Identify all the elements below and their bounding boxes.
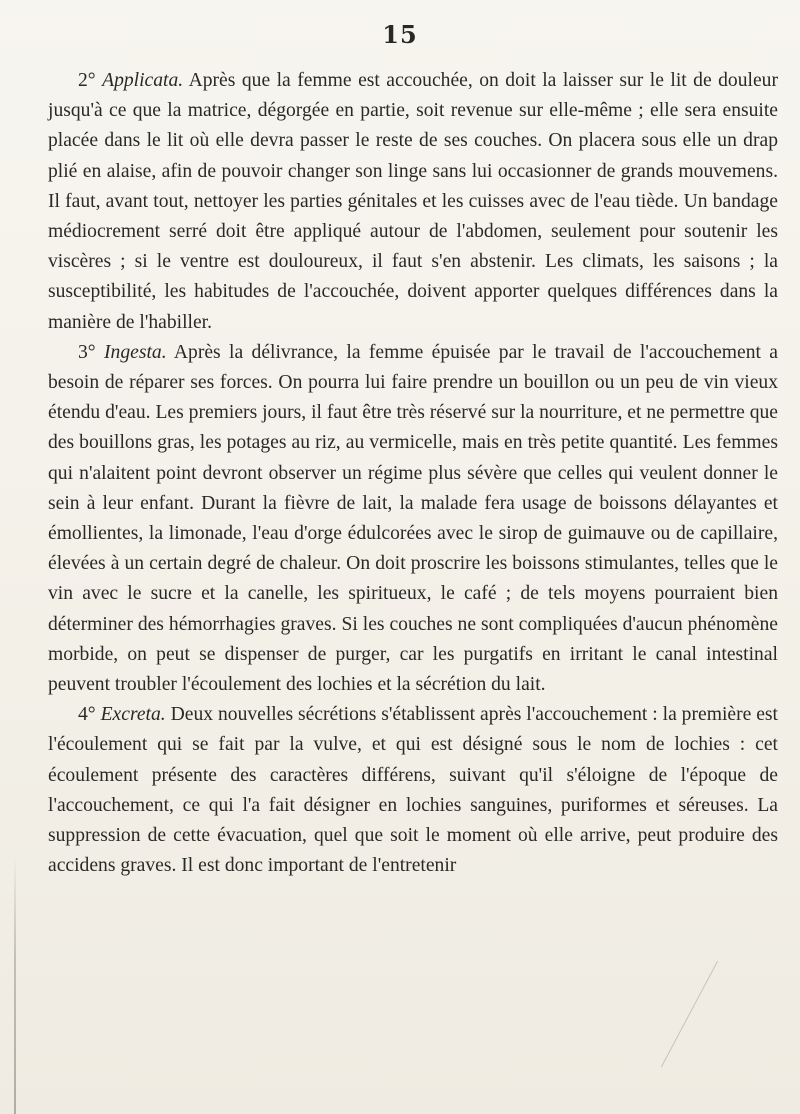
- page-number: 15: [382, 20, 418, 49]
- section-number: 2°: [78, 70, 96, 91]
- margin-shadow: [14, 854, 16, 1114]
- section-title: Ingesta.: [104, 341, 167, 363]
- section-number: 3°: [78, 341, 96, 363]
- paragraph-applicata: [48, 66, 778, 338]
- paragraph-body: Après que la femme est accouchée, on doit la laisser sur le lit de douleur jusqu'à ce que la matrice, dégorgée en partie, soit revenue sur elle-même ; elle sera ensuite placée dans le lit où elle devra passer le reste de ses couches. On placera sous elle un drap plié en alaise, afin de pouvoir changer son linge sans lui occasionner de grands mouvemens. Il faut, avant tout, nettoyer les parties génitales et les cuisses avec de l'eau tiède. Un bandage médiocrement serré doit être appliqué autour de l'abdomen, seulement pour soutenir les viscères ; si le ventre est douloureux, il faut s'en abstenir. Les climats, les saisons ; la susceptibilité, les habitudes de l'accouchée, doivent apporter quelques différences dans la manière de l'habiller.: [48, 70, 778, 333]
- paragraph-excreta: [48, 700, 778, 881]
- paragraph-body: Après la délivrance, la femme épuisée par le travail de l'accouchement a besoin de réparer ses forces. On pourra lui faire prendre un bouillon ou un peu de vin vieux étendu d'eau. Les premiers jours, il faut être très réservé sur la nourriture, et ne permettre que des bouillons gras, les potages au riz, au vermicelle, mais en très petite quantité. Les femmes qui n'alaitent point devront observer un régime plus sévère que celles qui veulent donner le sein à leur enfant. Durant la fièvre de lait, la malade fera usage de boissons délayantes et émollientes, la limonade, l'eau d'orge édulcorées avec le sirop de guimauve ou de capillaire, élevées à un certain degré de chaleur. On doit proscrire les boissons stimulantes, telles que le vin avec le sucre et la canelle, les spiritueux, le café ; de tels moyens pourraient bien déterminer des hémorrhagies graves. Si les couches ne sont compliquées d'aucun phénomène morbide, on peut se dispenser de purger, car les purgatifs en irritant le canal intestinal peuvent troubler l'écoulement des lochies et la sécrétion du lait.: [48, 341, 778, 696]
- paragraph-ingesta: [48, 338, 778, 700]
- section-number: 4°: [78, 704, 96, 726]
- section-title: Excreta.: [100, 704, 166, 726]
- section-title: Applicata.: [102, 70, 184, 91]
- paragraph-body: Deux nouvelles sécrétions s'établissent après l'accouchement : la première est l'écoulement qui se fait par la vulve, et qui est désigné sous le nom de lochies : cet écoulement présente des caractères différens, suivant qu'il s'éloigne de l'époque de l'accouchement, ce qui l'a fait désigner en lochies sanguines, puriformes et séreuses. La suppression de cette évacuation, quel que soit le moment où elle arrive, peut produire des accidens graves. Il est donc important de l'entretenir: [48, 704, 778, 877]
- page-text: [48, 66, 778, 881]
- paper-crease: [661, 961, 718, 1067]
